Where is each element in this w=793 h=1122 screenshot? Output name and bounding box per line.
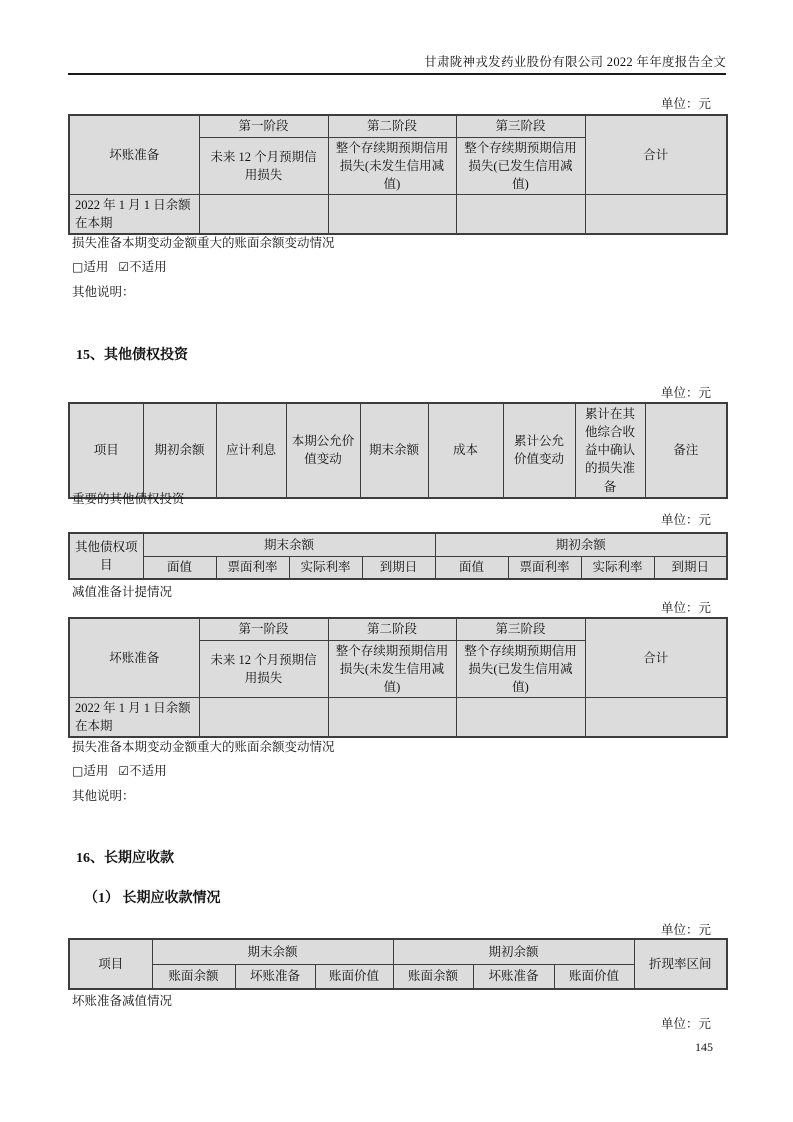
checkbox-not-applicable-label: 不适用 (129, 260, 167, 274)
table-header-cell: 合计 (585, 618, 727, 697)
table-header-cell: 账面余额 (393, 964, 473, 989)
table-header-cell: 折现率区间 (634, 939, 727, 989)
page-header-title: 甘肃陇神戎发药业股份有限公司 2022 年年度报告全文 (424, 55, 726, 69)
table-header-cell: 到期日 (362, 556, 435, 579)
other-notes-label: 其他说明： (72, 285, 135, 299)
table-row-label: 2022 年 1 月 1 日余额在本期 (69, 194, 199, 234)
important-other-debt-note: 重要的其他债权投资 (72, 492, 185, 506)
bad-debt-impairment-note: 坏账准备减值情况 (72, 994, 173, 1008)
table-cell-empty (199, 697, 328, 737)
table-header-cell: 整个存续期预期信用损失(已发生信用减值) (456, 137, 585, 194)
table-cell-empty (456, 697, 585, 737)
table-header-cell: 面值 (143, 556, 216, 579)
table-header-cell: 坏账准备 (235, 964, 315, 989)
table-header-cell: 实际利率 (581, 556, 654, 579)
table-header-cell: 第二阶段 (328, 618, 456, 640)
table-header-cell: 账面余额 (152, 964, 235, 989)
table-header-cell: 期末余额 (143, 533, 435, 556)
table-header-cell: 项目 (69, 939, 152, 989)
section-15-heading: 15、其他债权投资 (76, 348, 188, 363)
other-debt-investment-table (68, 402, 728, 499)
table-header-cell: 到期日 (654, 556, 727, 579)
impairment-provision-note: 减值准备计提情况 (72, 585, 173, 599)
table-header-cell: 期末余额 (152, 939, 393, 964)
table-cell-empty (456, 194, 585, 234)
bad-debt-stage-table-1 (68, 114, 728, 235)
table-header-cell: 整个存续期预期信用损失(未发生信用减值) (328, 137, 456, 194)
header-divider (68, 73, 726, 75)
table-header-cell: 坏账准备 (473, 964, 554, 989)
loss-change-note: 损失准备本期变动金额重大的账面余额变动情况 (72, 740, 335, 754)
table-header-cell: 票面利率 (216, 556, 289, 579)
table-header-cell: 整个存续期预期信用损失(未发生信用减值) (328, 640, 456, 697)
unit-label: 单位：元 (660, 1017, 711, 1031)
other-notes-label: 其他说明： (72, 789, 135, 803)
table-cell-empty (199, 194, 328, 234)
table-header-cell: 第三阶段 (456, 618, 585, 640)
table-header-cell: 第一阶段 (199, 115, 328, 137)
table-header-cell: 第二阶段 (328, 115, 456, 137)
applicability-row (72, 257, 167, 275)
table-header-cell: 本期公允价值变动 (286, 403, 360, 498)
table-header-cell: 备注 (645, 403, 727, 498)
table-header-cell: 第三阶段 (456, 115, 585, 137)
unit-label: 单位：元 (660, 97, 711, 111)
table-header-cell: 面值 (435, 556, 508, 579)
bad-debt-stage-table-2 (68, 617, 728, 738)
long-term-receivable-table (68, 938, 728, 990)
loss-change-note: 损失准备本期变动金额重大的账面余额变动情况 (72, 236, 335, 250)
section-16-sub-heading: （1） 长期应收款情况 (84, 891, 221, 906)
table-header-cell: 项目 (69, 403, 143, 498)
table-header-cell: 实际利率 (289, 556, 362, 579)
table-header-cell: 整个存续期预期信用损失(已发生信用减值) (456, 640, 585, 697)
table-cell-empty (585, 697, 727, 737)
table-header-cell: 期末余额 (360, 403, 428, 498)
table-row-label: 2022 年 1 月 1 日余额在本期 (69, 697, 199, 737)
table-cell-empty (328, 194, 456, 234)
table-header-cell: 期初余额 (393, 939, 634, 964)
table-header-cell: 累计在其他综合收益中确认的损失准备 (575, 403, 645, 498)
other-debt-item-table (68, 532, 728, 580)
table-header-cell: 未来 12 个月预期信用损失 (199, 640, 328, 697)
applicability-row (72, 761, 167, 779)
table-header-cell: 未来 12 个月预期信用损失 (199, 137, 328, 194)
checkbox-not-applicable-label: 不适用 (129, 764, 167, 778)
table-header-cell: 坏账准备 (69, 115, 199, 194)
unit-label: 单位：元 (660, 386, 711, 400)
table-header-cell: 期初余额 (435, 533, 727, 556)
table-header-cell: 其他债权项目 (69, 533, 143, 579)
table-header-cell: 累计公允价值变动 (503, 403, 575, 498)
table-cell-empty (328, 697, 456, 737)
unit-label: 单位：元 (660, 923, 711, 937)
table-header-cell: 坏账准备 (69, 618, 199, 697)
unit-label: 单位：元 (660, 601, 711, 615)
checkbox-checked-icon: ☑ (118, 764, 130, 778)
table-header-cell: 期初余额 (143, 403, 216, 498)
table-header-cell: 成本 (428, 403, 503, 498)
table-header-cell: 合计 (585, 115, 727, 194)
table-header-cell: 第一阶段 (199, 618, 328, 640)
table-header-cell: 票面利率 (508, 556, 581, 579)
unit-label: 单位：元 (660, 513, 711, 527)
checkbox-unchecked-icon: □ (72, 764, 84, 778)
table-header-cell: 应计利息 (216, 403, 286, 498)
table-header-cell: 账面价值 (554, 964, 634, 989)
table-cell-empty (585, 194, 727, 234)
table-header-cell: 账面价值 (315, 964, 393, 989)
page-number: 145 (695, 1040, 713, 1054)
checkbox-applicable-label: 适用 (83, 260, 109, 274)
checkbox-unchecked-icon: □ (72, 260, 84, 274)
section-16-heading: 16、长期应收款 (76, 851, 174, 866)
checkbox-checked-icon: ☑ (118, 260, 130, 274)
checkbox-applicable-label: 适用 (83, 764, 109, 778)
